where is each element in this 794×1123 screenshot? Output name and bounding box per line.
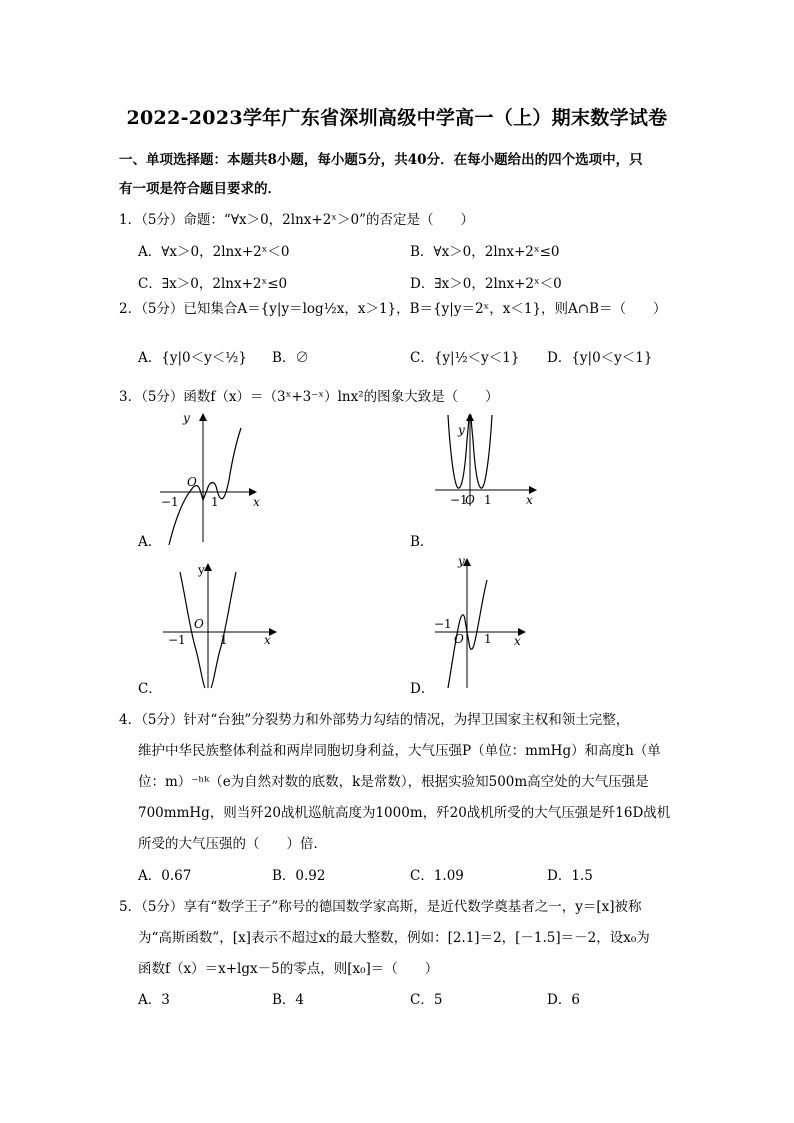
q3-d-neg-one-label: −1 [434, 617, 452, 631]
q3-d-origin-label: O [454, 632, 464, 646]
q1-option-a: A．∀x＞0，2lnx+2ˣ＜0 [138, 244, 290, 260]
q3-a-neg-one-label: −1 [161, 495, 179, 509]
q2-option-b: B．∅ [272, 350, 309, 366]
q5-line-2: 为“高斯函数”，[x]表示不超过x的最大整数，例如：[2.1]＝2，[－1.5]＝－2，设x₀为 [138, 930, 650, 946]
q3-c-neg-one-label: −1 [168, 633, 186, 647]
q3-d-x-label: x [514, 634, 521, 648]
q3-b-one-label: 1 [484, 493, 492, 507]
q1-stem: 1．（5分）命题：“∀x＞0，2lnx+2ˣ＞0”的否定是（ ） [119, 212, 475, 228]
q4-option-d: D．1.5 [547, 868, 593, 884]
q3-a-y-label: y [183, 411, 190, 425]
q3-a-x-label: x [253, 495, 260, 509]
exam-title: 2022-2023学年广东省深圳高级中学高一（上）期末数学试卷 [126, 107, 668, 129]
q3-a-one-label: 1 [211, 495, 219, 509]
q2-stem: 2．（5分）已知集合A＝{y|y＝log½x，x＞1}，B＝{y|y＝2ˣ，x＜1}，则A∩B＝（ ） [119, 301, 667, 317]
q3-graph-c [160, 560, 285, 690]
q3-d-y-label: y [458, 555, 465, 568]
q3-c-x-label: x [264, 633, 271, 647]
q3-stem: 3．（5分）函数f（x）＝（3ˣ+3⁻ˣ）lnx²的图象大致是（ ） [119, 389, 499, 405]
q5-option-c: C．5 [410, 992, 443, 1008]
q4-option-a: A．0.67 [138, 868, 192, 884]
q3-option-a-label: A． [138, 534, 162, 550]
q4-line-1: 4．（5分）针对“台独”分裂势力和外部势力勾结的情况，为捍卫国家主权和领土完整， [119, 712, 630, 728]
q2-option-c: C．{y|½＜y＜1} [410, 350, 520, 366]
q4-option-c: C．1.09 [410, 868, 464, 884]
q3-b-x-label: x [526, 493, 533, 507]
section-heading-line1: 一、单项选择题：本题共8小题，每小题5分，共40分．在每小题给出的四个选项中，只 [119, 152, 643, 168]
q2-option-a: A．{y|0＜y＜½} [138, 350, 247, 366]
q3-b-y-label: y [458, 423, 465, 437]
q1-option-d: D．∃x＞0，2lnx+2ˣ＜0 [410, 276, 562, 292]
q4-line-5: 所受的大气压强的（ ）倍． [138, 836, 327, 852]
q3-b-origin-label: O [465, 493, 475, 507]
q3-c-origin-label: O [194, 617, 204, 631]
q3-c-y-label: y [198, 563, 205, 577]
q5-option-b: B．4 [272, 992, 305, 1008]
q4-option-b: B．0.92 [272, 868, 326, 884]
q3-b-neg-one-label: −1 [450, 493, 468, 507]
q4-line-4: 700mmHg，则当歼20战机巡航高度为1000m，歼20战机所受的大气压强是歼16D战机 [138, 805, 671, 821]
q1-option-c: C．∃x＞0，2lnx+2ˣ≤0 [138, 276, 288, 292]
q3-graph-b [430, 410, 545, 510]
q3-c-one-label: 1 [220, 633, 228, 647]
q5-option-a: A．3 [138, 992, 170, 1008]
q3-a-origin-label: O [187, 475, 197, 489]
q4-line-3: 位：m）⁻ʰᵏ（e为自然对数的底数，k是常数），根据实验知500m高空处的大气压强是 [138, 774, 649, 790]
q3-graph-a [155, 410, 270, 545]
q5-line-3: 函数f（x）＝x+lgx－5的零点，则[x₀]＝（ ） [138, 961, 439, 977]
q1-option-b: B．∀x＞0，2lnx+2ˣ≤0 [410, 244, 560, 260]
q3-option-c-label: C． [138, 681, 162, 697]
q3-d-one-label: 1 [484, 632, 492, 646]
q3-option-b-label: B． [410, 534, 434, 550]
section-heading-line2: 有一项是符合题目要求的． [119, 181, 281, 197]
q5-line-1: 5．（5分）享有“数学王子”称号的德国数学家高斯，是近代数学奠基者之一，y＝[x]被称 [119, 899, 642, 915]
q4-line-2: 维护中华民族整体利益和两岸同胞切身利益，大气压强P（单位：mmHg）和高度h（单 [138, 743, 661, 759]
q5-option-d: D．6 [547, 992, 580, 1008]
q3-graph-d [432, 555, 532, 690]
q2-option-d: D．{y|0＜y＜1} [547, 350, 653, 366]
q3-option-d-label: D． [410, 681, 435, 697]
